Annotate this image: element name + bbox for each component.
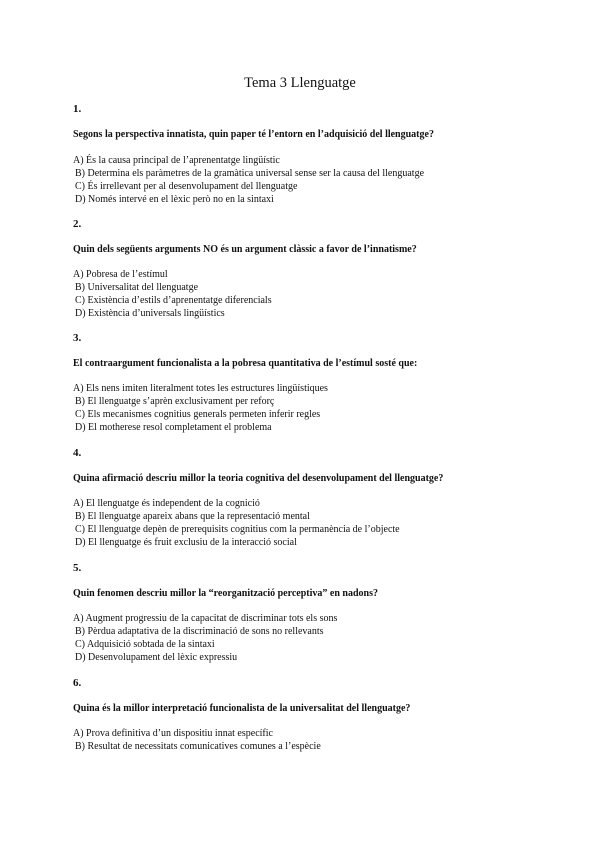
question-5-number: 5. <box>73 562 82 574</box>
question-2-number: 2. <box>73 218 82 230</box>
question-3-text: El contraargument funcionalista a la pobresa quantitativa de l’estímul sosté que: <box>73 358 418 369</box>
question-2-option-b: B) Universalitat del llenguatge <box>75 282 199 293</box>
question-4-option-a: A) El llenguatge és independent de la cognició <box>73 498 260 509</box>
question-2-text: Quin dels següents arguments NO és un argument clàssic a favor de l’innatisme? <box>73 244 417 255</box>
question-5-text: Quin fenomen descriu millor la “reorganització perceptiva” en nadons? <box>73 588 378 599</box>
question-2-option-d: D) Existència d’universals lingüístics <box>75 308 225 319</box>
document-title: Tema 3 Llenguatge <box>244 75 356 91</box>
question-2-option-a: A) Pobresa de l’estímul <box>73 269 168 280</box>
question-4-option-d: D) El llenguatge és fruit exclusiu de la interacció social <box>75 537 297 548</box>
question-1-option-d: D) Només intervé en el lèxic però no en la sintaxi <box>75 194 274 205</box>
question-5-option-a: A) Augment progressiu de la capacitat de discriminar tots els sons <box>73 613 338 624</box>
question-1-option-a: A) És la causa principal de l’aprenentatge lingüístic <box>73 155 280 166</box>
question-3-number: 3. <box>73 332 82 344</box>
question-4-number: 4. <box>73 447 82 459</box>
question-5-option-c: C) Adquisició sobtada de la sintaxi <box>75 639 215 650</box>
question-1-text: Segons la perspectiva innatista, quin paper té l’entorn en l’adquisició del llenguatge? <box>73 129 434 140</box>
question-4-option-b: B) El llenguatge apareix abans que la representació mental <box>75 511 310 522</box>
question-3-option-c: C) Els mecanismes cognitius generals permeten inferir regles <box>75 409 321 420</box>
question-5-option-d: D) Desenvolupament del lèxic expressiu <box>75 652 238 663</box>
question-6-text: Quina és la millor interpretació funcionalista de la universalitat del llenguatge? <box>73 703 411 714</box>
question-6-option-b: B) Resultat de necessitats comunicatives comunes a l’espècie <box>75 741 321 752</box>
question-2-option-c: C) Existència d’estils d’aprenentatge diferencials <box>75 295 272 306</box>
question-3-option-d: D) El motherese resol completament el problema <box>75 422 272 433</box>
question-3-option-a: A) Els nens imiten literalment totes les estructures lingüístiques <box>73 383 328 394</box>
question-1-option-b: B) Determina els paràmetres de la gramàtica universal sense ser la causa del llenguatge <box>75 168 425 179</box>
question-1-number: 1. <box>73 103 82 115</box>
question-5-option-b: B) Pèrdua adaptativa de la discriminació de sons no rellevants <box>75 626 324 637</box>
question-6-option-a: A) Prova definitiva d’un dispositiu innat específic <box>73 728 273 739</box>
question-1-option-c: C) És irrellevant per al desenvolupament del llenguatge <box>75 181 298 192</box>
question-6-number: 6. <box>73 677 82 689</box>
question-4-text: Quina afirmació descriu millor la teoria cognitiva del desenvolupament del llenguatge? <box>73 473 444 484</box>
question-3-option-b: B) El llenguatge s’aprèn exclusivament per reforç <box>75 396 275 407</box>
question-4-option-c: C) El llenguatge depèn de prerequisits cognitius com la permanència de l’objecte <box>75 524 400 535</box>
